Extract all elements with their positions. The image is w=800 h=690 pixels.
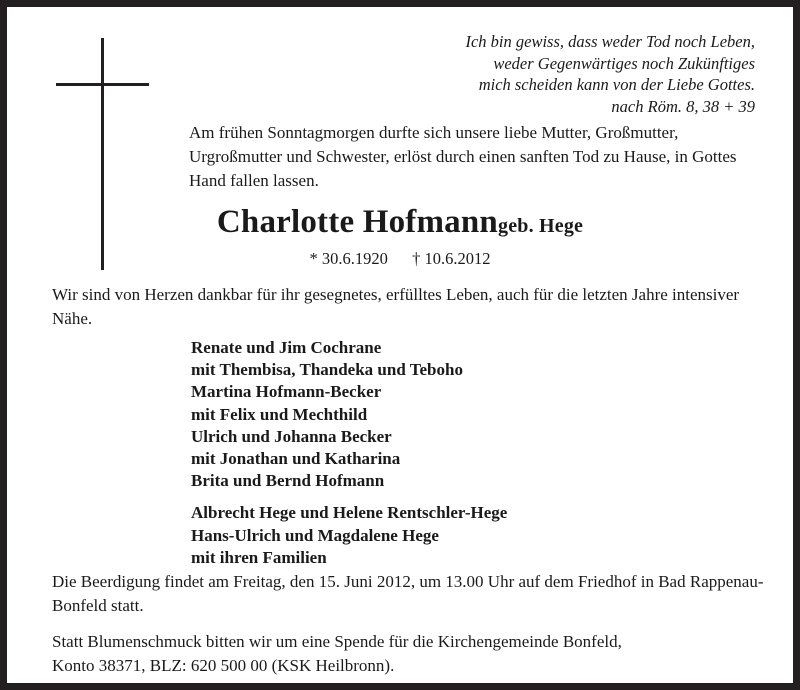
epigraph-line-2: weder Gegenwärtiges noch Zukünftiges <box>493 53 755 73</box>
family-line: mit Thembisa, Thandeka und Teboho <box>191 360 463 380</box>
family-line: Martina Hofmann-Becker <box>191 382 382 402</box>
born-date: 30.6.1920 <box>321 249 388 268</box>
family-line: mit ihren Familien <box>191 547 327 567</box>
born-symbol: * <box>309 249 318 268</box>
notice-inner <box>7 7 793 683</box>
family-line: Hans-Ulrich und Magdalene Hege <box>191 525 439 545</box>
deceased-name-block <box>7 203 793 269</box>
deceased-name-line <box>7 203 793 245</box>
family-group <box>191 337 621 492</box>
donation-paragraph <box>52 630 770 678</box>
cross-horizontal-bar <box>56 83 149 86</box>
family-line: Ulrich und Johanna Becker <box>191 426 392 446</box>
epigraph-source: nach Röm. 8, 38 + 39 <box>611 96 755 116</box>
died-date: 10.6.2012 <box>424 249 491 268</box>
thanks-paragraph: Wir sind von Herzen dankbar für ihr gesegnetes, erfülltes Leben, auch für die letzten Jahre intensiver Nähe. <box>52 285 740 328</box>
donation-line-1: Statt Blumenschmuck bitten wir um eine Spende für die Kirchengemeinde Bonfeld, <box>52 632 622 651</box>
family-line: Brita und Bernd Hofmann <box>191 471 385 491</box>
family-names-list <box>191 337 621 569</box>
life-dates <box>7 249 793 269</box>
donation-line-2: Konto 38371, BLZ: 620 500 00 (KSK Heilbronn). <box>52 656 395 675</box>
died-symbol: † <box>412 249 421 268</box>
family-line: mit Felix und Mechthild <box>191 404 368 424</box>
family-group <box>191 502 621 569</box>
closing-section <box>52 570 770 678</box>
epigraph-line-3: mich scheiden kann von der Liebe Gottes. <box>478 75 755 94</box>
deceased-maiden-name: geb. Hege <box>498 215 584 237</box>
epigraph-line-1: Ich bin gewiss, dass weder Tod noch Leben, <box>465 32 755 51</box>
intro-paragraph: Am frühen Sonntagmorgen durfte sich unsere liebe Mutter, Großmutter, Urgroßmutter und Schwester, erlöst durch einen sanften Tod zu Hause, in Gottes Hand fallen lassen. <box>189 123 737 190</box>
funeral-paragraph: Die Beerdigung findet am Freitag, den 15. Juni 2012, um 13.00 Uhr auf dem Friedhof in Bad Rappenau-Bonfeld statt. <box>52 572 764 615</box>
deceased-name: Charlotte Hofmann <box>216 204 498 240</box>
family-line: Renate und Jim Cochrane <box>191 338 382 357</box>
family-line: Albrecht Hege und Helene Rentschler-Hege <box>191 503 508 523</box>
epigraph <box>325 31 755 117</box>
family-line: mit Jonathan und Katharina <box>191 449 401 469</box>
